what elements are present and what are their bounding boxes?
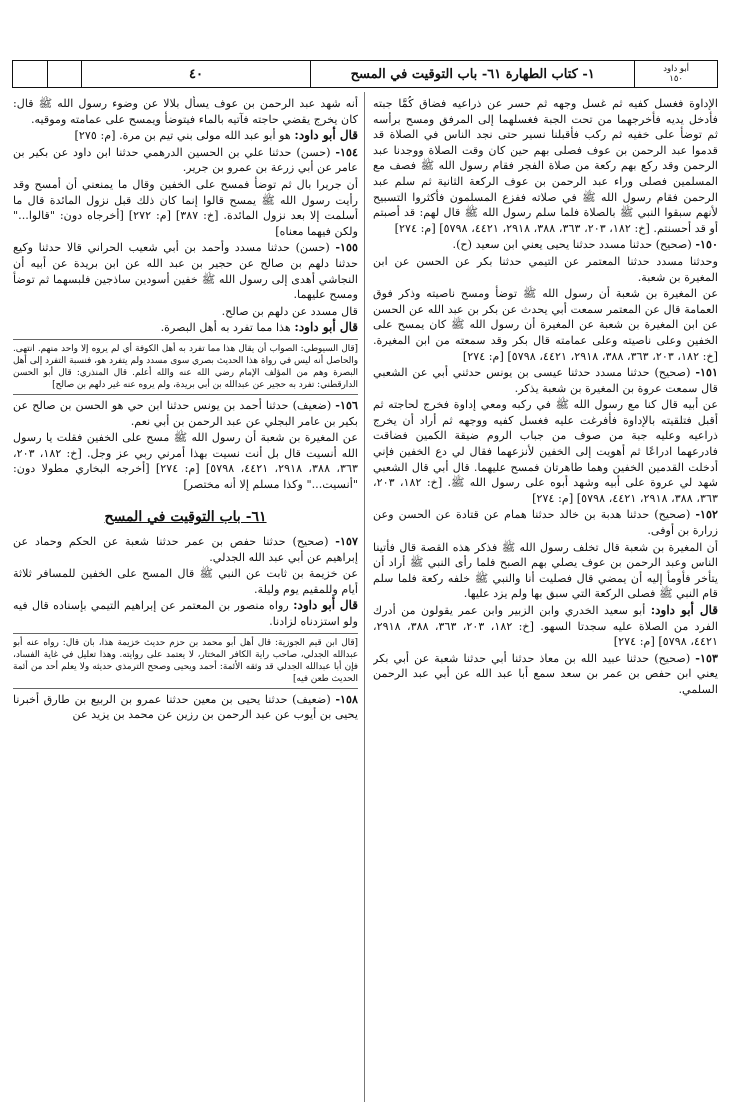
hadith-grade: (ضعيف) bbox=[292, 692, 331, 706]
abu-dawud-comment bbox=[13, 320, 358, 336]
hadith-grade: (صحيح) bbox=[654, 366, 691, 380]
footnote-text: [قال ابن قيم الجوزية: قال أهل أبو محمد بن حزم حديث خزيمة هذا، بان قال: رواه عنه أبو عبدالله الجدلي، صاحب راية الكافر المختار، لا يعتمد على روايته. وهذا تعليل في غاية الفساد، فإن أبا عبدالله الجدلي قد وثقه الأئمة: أحمد ويحيى وصحح الترمذي حديثه ولا يعلم أحد من أئمة الحديث طعن فيه] bbox=[13, 637, 358, 684]
hadith-grade: (صحيح) bbox=[654, 508, 691, 522]
hadith-paragraph bbox=[13, 534, 358, 565]
hadith-paragraph bbox=[373, 507, 718, 538]
hadith-paragraph bbox=[13, 240, 358, 302]
page-header bbox=[12, 60, 718, 88]
hadith-number: ١٥٨- bbox=[335, 691, 358, 706]
body-paragraph: الإداوة فغسل كفيه ثم غسل وجهه ثم حسر عن ذراعيه فضاق كُمَّا جبته فأدخل يديه فأخرجهما من تحت الجبة فغسلهما إلى المرفق ومسح برأسه ثم توضأ على خفيه ثم ركب فأقبلنا نسير حتى نجد الناس في الصلاة قد قدموا عبد الرحمن بن عوف فصلى بهم حين كان وقت الصلاة ووجدنا عبد الرحمن وقد ركع بهم ركعة من صلاة الفجر فقام رسول الله ﷺ فصف مع المسلمين فصلى وراء عبد الرحمن بن عوف الركعة الثانية ثم سلم عبد الرحمن فقام رسول الله ﷺ في صلاته ففزع المسلمون فأكثروا التسبيح لأنهم سبقوا النبي ﷺ بالصلاة فلما سلم رسول الله ﷺ قال لهم: قد أصبتم أو قد أحسنتم. [خ: ١٨٢، ٢٠٣، ٣٦٣، ٣٨٨، ٢٩١٨، ٤٤٢١، ٥٧٩٨] [م: ٢٧٤] bbox=[373, 97, 718, 235]
hadith-chain: حدثنا حفص بن عمر حدثنا شعبة عن الحكم وحماد عن إبراهيم عن أبي عبد الله الجدلي. bbox=[13, 535, 358, 564]
hadith-number: ١٥٧- bbox=[335, 534, 358, 549]
body-paragraph: عن المغيرة بن شعبة أن رسول الله ﷺ توضأ ومسح ناصيته وذكر فوق العمامة قال عن المعتمر سمعت أبي يحدث عن بكر بن عبد الله عن الحسن عن ابن المغيرة بن شعبة عن المغيرة أن رسول الله ﷺ كان يمسح على الخفين وعلى ناصيته وعلى عمامته قال بكر وقد سمعته من ابن المغيرة. [خ: ١٨٢، ٢٠٣، ٣٦٣، ٣٨٨، ٢٩١٨، ٤٤٢١، ٥٧٩٨] [م: ٢٧٤] bbox=[373, 287, 718, 363]
hadith-grade: (ضعيف) bbox=[292, 398, 332, 412]
body-paragraph: وحدثنا مسدد حدثنا المعتمر عن التيمي حدثنا بكر عن الحسن عن ابن المغيرة بن شعبة. bbox=[373, 254, 718, 284]
abu-dawud-comment bbox=[13, 598, 358, 629]
hadith-paragraph bbox=[13, 692, 358, 723]
note-rule bbox=[13, 394, 358, 395]
footnote-text: [قال السيوطي: الصواب أن يقال هذا مما تفرد به أهل الكوفة أي لم يروه إلا واحد منهم. انتهى. والحاصل أنه ليس في رواة هذا الحديث بصري سوى مسدد ولم يتفرد هو، فنسبة التفرد إلى أهل البصرة وهم من المؤلف الإمام رضي الله عنه والله أعلم. قال المنذري: قال أبو الحسن الدارقطني: تفرد به حجير عن عبدالله بن أبي بريدة، ولم يروه عنه غير دلهم بن صالح] bbox=[13, 343, 358, 390]
hadith-number: ١٥٤- bbox=[335, 144, 358, 159]
hadith-number: ١٥٣- bbox=[695, 650, 718, 665]
hadith-number: ١٥٠- bbox=[695, 237, 718, 252]
header-empty-cell bbox=[13, 61, 47, 87]
body-paragraph: أن جريرا بال ثم توضأ فمسح على الخفين وقال ما يمنعني أن أمسح وقد رأيت رسول الله ﷺ يمسح قالوا إنما كان ذلك قبل نزول المائدة قال ما أسلمت إلا بعد نزول المائدة. [خ: ٣٨٧] [م: ٢٧٢] [أخرجاه دون: "قالوا..." ولكن فيهما معناه] bbox=[13, 177, 358, 238]
book-hadith-number: ١٥٠ bbox=[669, 74, 683, 84]
comment-text: هذا مما تفرد به أهل البصرة. bbox=[160, 321, 291, 335]
column-divider bbox=[364, 92, 365, 1102]
left-text-column bbox=[13, 96, 358, 1102]
note-rule bbox=[13, 339, 358, 340]
comment-label: قال أبو داود: bbox=[650, 603, 718, 617]
hadith-grade: (حسن) bbox=[295, 241, 330, 255]
comment-text: رواه منصور بن المعتمر عن إبراهيم التيمي بإسناده قال فيه ولو استزدناه لزادنا. bbox=[13, 599, 358, 629]
hadith-chain: حدثنا يحيى بن معين حدثنا عمرو بن الربيع بن طارق أخبرنا يحيى بن أيوب عن عبد الرحمن بن رزين عن محمد بن يزيد عن bbox=[13, 692, 358, 722]
hadith-paragraph bbox=[13, 398, 358, 429]
hadith-chain: حدثنا مسدد حدثنا يحيى يعني ابن سعيد (ح). bbox=[452, 238, 653, 252]
hadith-chain: حدثنا أحمد بن يونس حدثنا ابن حي هو الحسن بن صالح عن بكير بن عامر البجلي عن عبد الرحمن بن أبي نعم. bbox=[13, 398, 358, 428]
book-name: أبو داود bbox=[663, 64, 690, 74]
body-paragraph: أنه شهد عبد الرحمن بن عوف يسأل بلالا عن وضوء رسول الله ﷺ قال: كان يخرج يقضي حاجته فآتيه بالماء فيتوضأ ويمسح على عمامته وموقيه. bbox=[13, 97, 358, 126]
body-paragraph: عن المغيرة بن شعبة أن رسول الله ﷺ مسح على الخفين فقلت يا رسول الله أنسيت قال بل أنت نسيت بهذا أمرني ربي عز وجل. [خ: ١٨٢، ٢٠٣، ٣٦٣، ٣٨٨، ٢٩١٨، ٤٤٢١، ٥٧٩٨] [م: ٢٧٤] [أخرجه البخاري مطولا دون: "أنسيت..." وكذا مسلم إلا أنه مختصر] bbox=[13, 431, 358, 491]
chapter-heading: ٦١- باب التوقيت في المسح bbox=[104, 509, 267, 526]
hadith-chain: حدثنا مسدد حدثنا عيسى بن يونس حدثني أبي عن الشعبي قال سمعت عروة بن المغيرة بن شعبة يذكر. bbox=[373, 366, 718, 395]
hadith-grade: (صحيح) bbox=[292, 535, 329, 549]
body-paragraph: عن خزيمة بن ثابت عن النبي ﷺ قال المسح على الخفين للمسافر ثلاثة أيام وللمقيم يوم وليلة. bbox=[13, 567, 358, 596]
hadith-grade: (صحيح) bbox=[655, 238, 692, 252]
hadith-grade: (حسن) bbox=[296, 145, 331, 159]
abu-dawud-comment bbox=[13, 128, 358, 144]
page-number: ٤٠ bbox=[81, 61, 310, 87]
comment-label: قال أبو داود: bbox=[294, 128, 358, 143]
hadith-number: ١٥٦- bbox=[335, 397, 358, 412]
note-rule bbox=[13, 688, 358, 689]
hadith-chain: حدثنا علي بن الحسين الدرهمي حدثنا ابن داود عن بكير بن عامر عن أبي زرعة بن عمرو بن جرير. bbox=[13, 145, 358, 175]
hadith-chain: حدثنا هدبة بن خالد حدثنا همام عن قتادة عن الحسن وعن زرارة بن أوفى. bbox=[373, 508, 718, 538]
header-empty-cell bbox=[47, 61, 81, 87]
body-paragraph: قال مسدد عن دلهم بن صالح. bbox=[221, 304, 358, 318]
hadith-paragraph bbox=[13, 145, 358, 176]
hadith-number: ١٥١- bbox=[695, 365, 718, 380]
body-paragraph: أن المغيرة بن شعبة قال تخلف رسول الله ﷺ فذكر هذه القصة قال فأتينا الناس وعبد الرحمن بن عوف يصلي بهم الصبح فلما رأى النبي ﷺ أراد أن يتأخر فأومأ إليه أن يمضي قال فصليت أنا والنبي ﷺ خلفه ركعة فلما سلم قام النبي ﷺ فصلى الركعة التي سبق بها ولم يزد عليها. bbox=[373, 540, 718, 601]
hadith-paragraph bbox=[373, 237, 718, 253]
header-book-label bbox=[634, 61, 717, 87]
chapter-title: ١- كتاب الطهارة ٦١- باب التوقيت في المسح bbox=[310, 61, 634, 87]
hadith-grade: (صحيح) bbox=[654, 651, 691, 665]
comment-text: هو أبو عبد الله مولى بني تيم بن مرة. [م: ٢٧٥] bbox=[74, 129, 291, 143]
note-rule bbox=[13, 633, 358, 634]
hadith-number: ١٥٥- bbox=[335, 240, 358, 255]
right-text-column bbox=[373, 96, 718, 1102]
comment-label: قال أبو داود: bbox=[294, 320, 358, 335]
comment-label: قال أبو داود: bbox=[293, 598, 358, 613]
abu-dawud-comment bbox=[373, 603, 718, 650]
hadith-chain: حدثنا مسدد وأحمد بن أبي شعيب الحراني قالا حدثنا وكيع حدثنا دلهم بن صالح عن حجير بن عبد الله عن ابن بريدة عن أبيه أن النجاشي أهدى إلى رسول الله ﷺ خفين أسودين ساذجين فلبسهما ثم توضأ ومسح عليهما. bbox=[13, 241, 358, 302]
hadith-chain: حدثنا عبيد الله بن معاذ حدثنا أبي حدثنا شعبة عن أبي بكر يعني ابن حفص بن عمر بن سعد سمع أبا عبد الله عن أبي عبد الرحمن السلمي. bbox=[373, 651, 718, 696]
body-paragraph: عن أبيه قال كنا مع رسول الله ﷺ في ركبه ومعي إداوة فخرج لحاجته ثم أقبل فتلقيته بالإداوة فأفرغت عليه فغسل كفيه ووجهه ثم أراد أن يخرج ذراعيه وعليه جبة من صوف من جباب الروم ضيقة الكمين فضاقت فادرعهما ادراعًا ثم أهويت إلى الخفين لأنزعهما فقال لي دع الخفين فإني أدخلت القدمين الخفين وهما طاهرتان فمسح عليهما. قال أبي قال الشعبي شهد لي عروة على أبيه وشهد أبوه على رسول الله ﷺ. [خ: ١٨٢، ٢٠٣، ٣٦٣، ٣٨٨، ٢٩١٨، ٤٤٢١، ٥٧٩٨] [م: ٢٧٤] bbox=[373, 398, 718, 505]
hadith-number: ١٥٢- bbox=[695, 507, 718, 522]
comment-text: أبو سعيد الخدري وابن الزبير وابن عمر يقولون من أدرك الفرد من الصلاة عليه سجدتا السهو. [خ: ١٨٢، ٢٠٣، ٣٦٣، ٣٨٨، ٢٩١٨، ٤٤٢١، ٥٧٩٨] [م: ٢٧٤] bbox=[373, 604, 718, 649]
hadith-paragraph bbox=[373, 651, 718, 698]
hadith-paragraph bbox=[373, 365, 718, 396]
